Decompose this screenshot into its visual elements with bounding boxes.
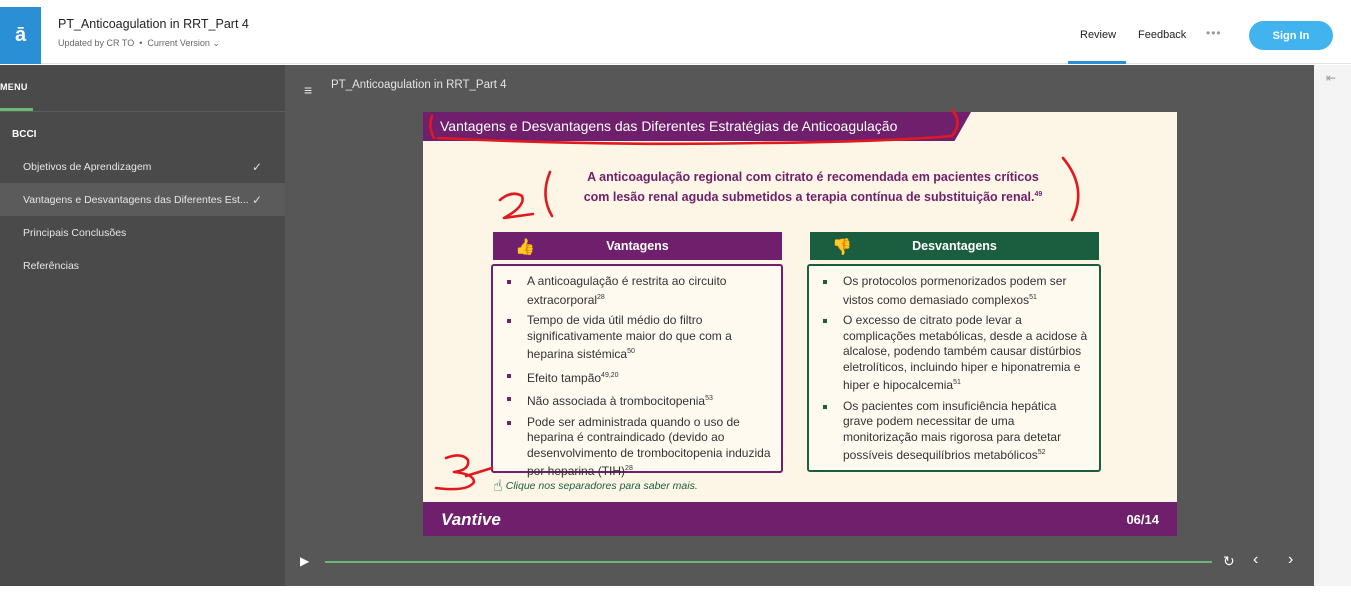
review-tab[interactable]: Review (1080, 29, 1117, 41)
player-title: PT_Anticoagulation in RRT_Part 4 (331, 79, 507, 91)
slide-canvas (423, 112, 1177, 536)
thumbs-down-icon: 👎 (832, 239, 852, 256)
disadvantages-tab[interactable] (810, 232, 1099, 260)
replay-icon[interactable]: ↻ (1223, 553, 1235, 569)
sidebar-item-referencias[interactable] (0, 249, 285, 282)
advantages-title: Vantagens (606, 239, 669, 253)
document-meta (58, 38, 220, 49)
meta-separator: • (139, 38, 143, 48)
list-item: Não associada à trombocitopenia$^{53}$ (505, 391, 771, 410)
hint-text: Clique nos separadores para saber mais. (505, 480, 698, 492)
click-hint (493, 476, 698, 496)
pointer-hand-icon: ☝ (493, 478, 503, 495)
slide-heading: Vantagens e Desvantagens das Diferentes Estratégias de Anticoagulação (440, 118, 898, 134)
advantages-list (505, 274, 771, 480)
play-icon[interactable]: ▶ (300, 554, 310, 568)
advantages-panel (491, 264, 783, 478)
advantages-tab[interactable] (493, 232, 782, 260)
slide-footer (423, 502, 1177, 536)
updated-by-label: Updated by CR TO (58, 38, 135, 48)
sidebar-item-label: Referências (23, 259, 80, 272)
list-item: A anticoagulação é restrita ao circuito extracorporal$^{28}$ (505, 274, 771, 308)
menu-title: MENU (0, 82, 28, 92)
list-item: Tempo de vida útil médio do filtro significativamente maior do que com a heparina sistémica$^{50}$ (505, 313, 771, 363)
brand-logo: Vantive (441, 510, 501, 529)
lead-reference: 49 (1034, 191, 1043, 198)
disadvantages-title: Desvantagens (912, 239, 997, 253)
check-icon: ✓ (252, 159, 263, 174)
document-title: PT_Anticoagulation in RRT_Part 4 (58, 17, 249, 31)
slide-page-number: 06/14 (1126, 512, 1159, 527)
menu-divider (0, 111, 285, 112)
app-logo-icon[interactable]: ā (0, 7, 41, 64)
list-item: O excesso de citrato pode levar a complicações metabólicas, desde a acidose à alcalose, podendo também causar distúrbios eletrolíticos, incluindo hiper e hiponatremia e hiper e hipocalcemia$^{51}$ (821, 313, 1089, 394)
sidebar-menu (0, 65, 285, 586)
collapse-panel-icon[interactable]: ⇤ (1326, 71, 1337, 85)
slide-lead-text (543, 169, 1083, 206)
list-item: Pode ser administrada quando o uso de heparina é contraindicado (devido ao desenvolvimento de trombocitopenia induzida por heparina (TIH)$^{28}$ (505, 415, 771, 480)
feedback-tab[interactable]: Feedback (1138, 29, 1187, 41)
sidebar-item-label: Vantagens e Desvantagens das Diferentes Est... (23, 193, 249, 206)
bottom-margin (0, 586, 1351, 596)
list-item: Os protocolos pormenorizados podem ser vistos como demasiado complexos$^{51}$ (821, 274, 1089, 308)
chevron-down-icon: ⌄ (212, 38, 220, 48)
more-options-icon[interactable]: ••• (1206, 26, 1222, 40)
sidebar-item-conclusoes[interactable] (0, 216, 285, 249)
top-bar (0, 0, 1351, 64)
next-slide-icon[interactable]: › (1288, 551, 1294, 568)
thumbs-up-icon: 👍 (515, 239, 535, 256)
list-item: Efeito tampão$^{49,20}$ (505, 368, 771, 387)
check-icon: ✓ (252, 192, 263, 207)
version-dropdown[interactable]: Current Version (147, 38, 210, 48)
right-panel (1314, 65, 1351, 586)
hamburger-menu-icon[interactable]: ≡ (304, 82, 313, 98)
lead-line-1: A anticoagulação regional com citrato é recomendada em pacientes críticos (587, 170, 1039, 184)
disadvantages-list (821, 274, 1089, 464)
lead-line-2: com lesão renal aguda submetidos a terapia contínua de substituição renal. (583, 190, 1035, 205)
sidebar-item-label: Objetivos de Aprendizagem (23, 160, 152, 173)
review-tab-indicator (1068, 61, 1126, 64)
sign-in-button[interactable]: Sign In (1249, 21, 1333, 50)
list-item: Os pacientes com insuficiência hepática grave podem necessitar de uma monitorização mais rigorosa para detetar possíveis desequilíbrios metabólicos$^{52}$ (821, 399, 1089, 464)
previous-slide-icon[interactable]: ‹ (1253, 551, 1259, 568)
sidebar-item-vantagens[interactable] (0, 183, 285, 216)
sidebar-item-label: Principais Conclusões (23, 226, 127, 239)
sidebar-section-bcci[interactable]: BCCI (12, 129, 37, 140)
disadvantages-panel (807, 264, 1101, 472)
progress-bar[interactable] (325, 561, 1212, 563)
sidebar-item-objetivos[interactable] (0, 150, 285, 183)
